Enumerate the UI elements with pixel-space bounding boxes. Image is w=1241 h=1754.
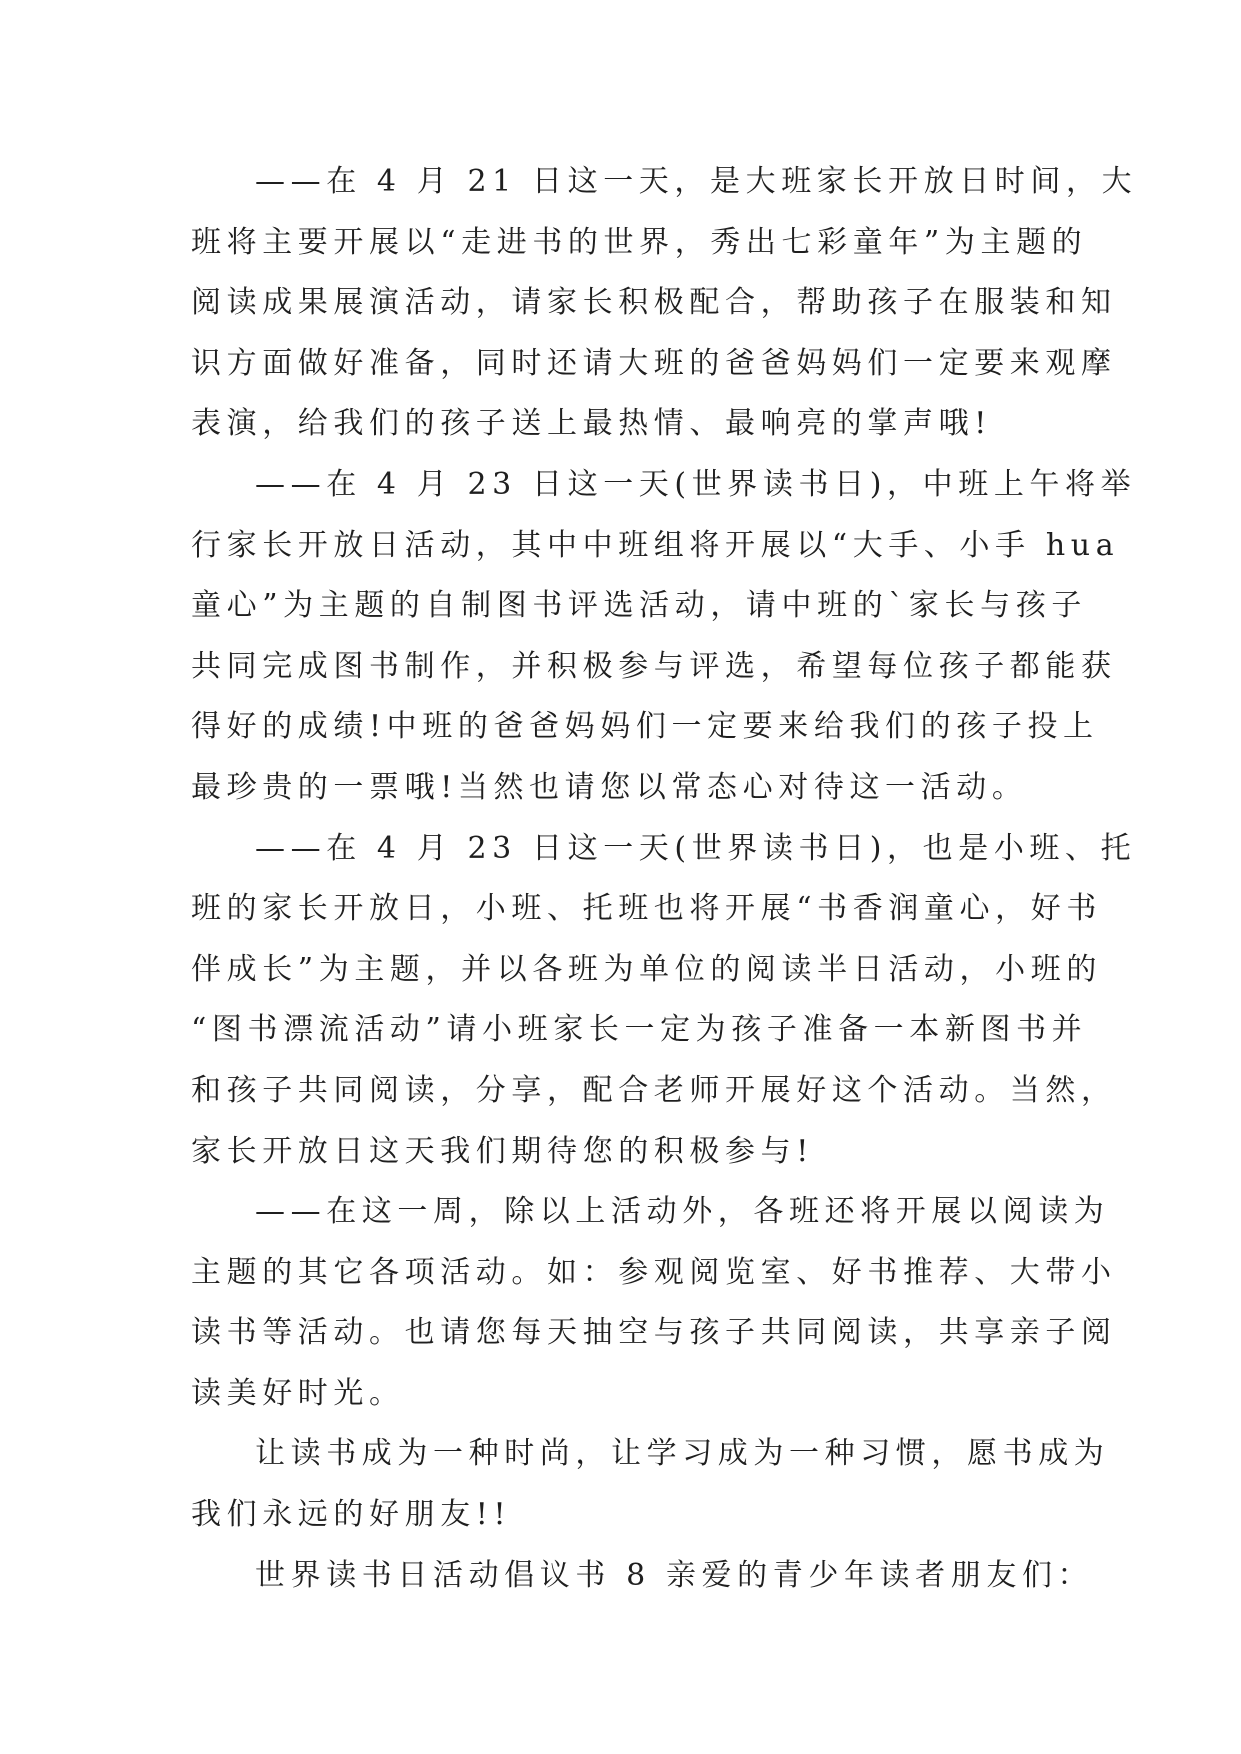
text-line: 家长开放日这天我们期待您的积极参与!	[191, 1133, 814, 1169]
text-line: ——在 4 月 23 日这一天(世界读书日)，也是小班、托	[255, 830, 1137, 866]
text-line: ——在 4 月 21 日这一天，是大班家长开放日时间，大	[255, 164, 1138, 199]
text-line: 行家长开放日活动，其中中班组将开展以“大手、小手 hua	[191, 527, 1120, 563]
text-line: “图书漂流活动”请小班家长一定为孩子准备一本新图书并	[191, 1012, 1088, 1048]
text-line: 得好的成绩!中班的爸爸妈妈们一定要来给我们的孩子投上	[191, 709, 1099, 745]
text-line: 共同完成图书制作，并积极参与评选，希望每位孩子都能获	[191, 648, 1117, 684]
text-line: 世界读书日活动倡议书 8 亲爱的青少年读者朋友们：	[255, 1557, 1094, 1593]
text-line: 我们永远的好朋友!!	[191, 1497, 512, 1533]
text-line: 读书等活动。也请您每天抽空与孩子共同阅读，共享亲子阅	[191, 1315, 1117, 1351]
text-line: ——在 4 月 23 日这一天(世界读书日)，中班上午将举	[255, 466, 1137, 502]
text-line: ——在这一周，除以上活动外，各班还将开展以阅读为	[255, 1194, 1110, 1230]
text-line: 和孩子共同阅读，分享，配合老师开展好这个活动。当然，	[191, 1072, 1117, 1108]
text-line: 表演，给我们的孩子送上最热情、最响亮的掌声哦!	[191, 406, 992, 442]
text-line: 伴成长”为主题，并以各班为单位的阅读半日活动，小班的	[191, 951, 1102, 987]
text-line: 童心”为主题的自制图书评选活动，请中班的`家长与孩子	[191, 588, 1087, 624]
document-body	[191, 152, 1138, 1606]
text-line: 识方面做好准备，同时还请大班的爸爸妈妈们一定要来观摩	[191, 345, 1117, 381]
text-line: 班的家长开放日，小班、托班也将开展“书香润童心，好书	[191, 891, 1102, 927]
text-line: 读美好时光。	[191, 1375, 405, 1411]
text-line: 班将主要开展以“走进书的世界，秀出七彩童年”为主题的	[191, 224, 1088, 260]
text-line: 主题的其它各项活动。如：参观阅览室、好书推荐、大带小	[191, 1254, 1117, 1290]
text-line: 让读书成为一种时尚，让学习成为一种习惯，愿书成为	[255, 1436, 1110, 1472]
text-line: 最珍贵的一票哦!当然也请您以常态心对待这一活动。	[191, 769, 1028, 805]
text-line: 阅读成果展演活动，请家长积极配合，帮助孩子在服装和知	[191, 285, 1117, 321]
